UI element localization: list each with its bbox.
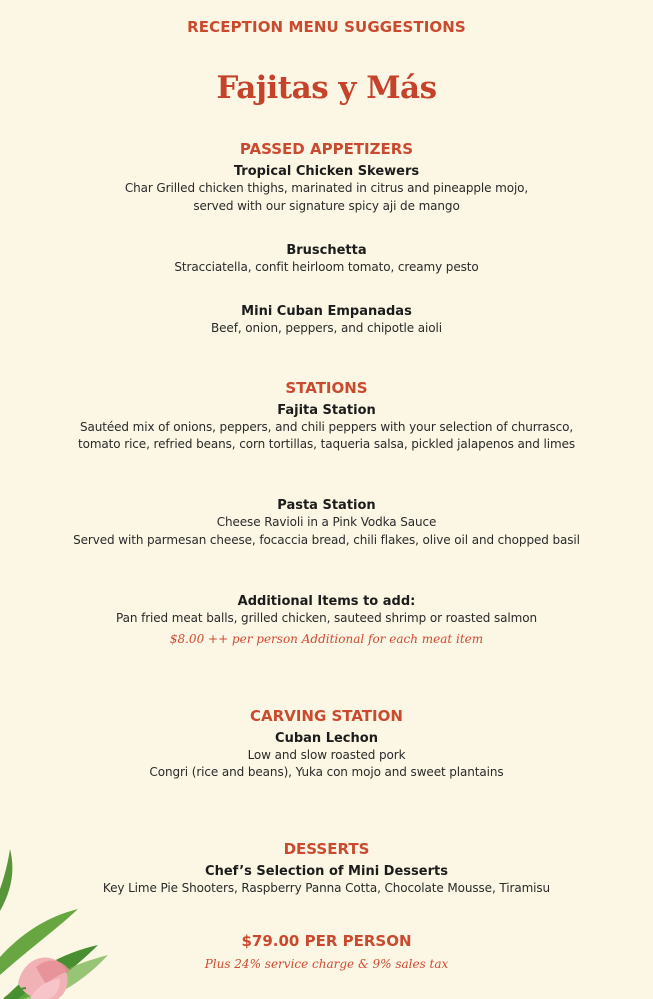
menu-item-description: Served with parmesan cheese, focaccia bread, chili flakes, olive oil and chopped basil xyxy=(73,533,580,547)
menu-item-title: Fajita Station xyxy=(277,403,376,418)
menu-item-description: Cheese Ravioli in a Pink Vodka Sauce xyxy=(216,515,437,529)
menu-item-title: Chef’s Selection of Mini Desserts xyxy=(205,864,448,879)
menu-item-description: Char Grilled chicken thighs, marinated in citrus and pineapple mojo, xyxy=(124,181,529,195)
menu-item-description: Beef, onion, peppers, and chipotle aioli xyxy=(211,321,442,335)
menu-item-title: Tropical Chicken Skewers xyxy=(233,164,420,179)
menu-item-description: Congri (rice and beans), Yuka con mojo and sweet plantains xyxy=(149,765,504,779)
section-heading-desserts: DESSERTS xyxy=(283,840,370,858)
menu-item-title: Pasta Station xyxy=(277,498,376,513)
menu-item-description: tomato rice, refried beans, corn tortillas, taqueria salsa, pickled jalapenos and limes xyxy=(77,437,576,451)
tax-note: Plus 24% service charge & 9% sales tax xyxy=(204,957,449,971)
menu-item-title: Mini Cuban Empanadas xyxy=(241,304,412,319)
additional-price-note: $8.00 ++ per person Additional for each meat item xyxy=(169,632,484,646)
menu-item-description: served with our signature spicy aji de mango xyxy=(193,199,460,213)
menu-item-title: Additional Items to add: xyxy=(237,594,416,609)
menu-item-description: Sautéed mix of onions, peppers, and chili peppers with your selection of churrasco, xyxy=(79,420,574,434)
menu-item-description: Stracciatella, confit heirloom tomato, creamy pesto xyxy=(174,260,479,274)
menu-item-description: Key Lime Pie Shooters, Raspberry Panna Cotta, Chocolate Mousse, Tiramisu xyxy=(102,881,551,895)
tropical-leaf-flower-icon xyxy=(0,839,150,999)
section-heading-carving-station: CARVING STATION xyxy=(250,707,403,725)
menu-title: Fajitas y Más xyxy=(216,70,437,106)
menu-item-description: Low and slow roasted pork xyxy=(247,748,406,762)
menu-eyebrow: RECEPTION MENU SUGGESTIONS xyxy=(187,18,466,36)
section-heading-stations: STATIONS xyxy=(285,379,368,397)
menu-item-title: Bruschetta xyxy=(286,243,367,258)
menu-item-description: Pan fried meat balls, grilled chicken, sauteed shrimp or roasted salmon xyxy=(116,611,537,625)
price-per-person: $79.00 PER PERSON xyxy=(241,932,412,950)
menu-item-title: Cuban Lechon xyxy=(275,731,378,746)
section-heading-passed-appetizers: PASSED APPETIZERS xyxy=(239,140,414,158)
